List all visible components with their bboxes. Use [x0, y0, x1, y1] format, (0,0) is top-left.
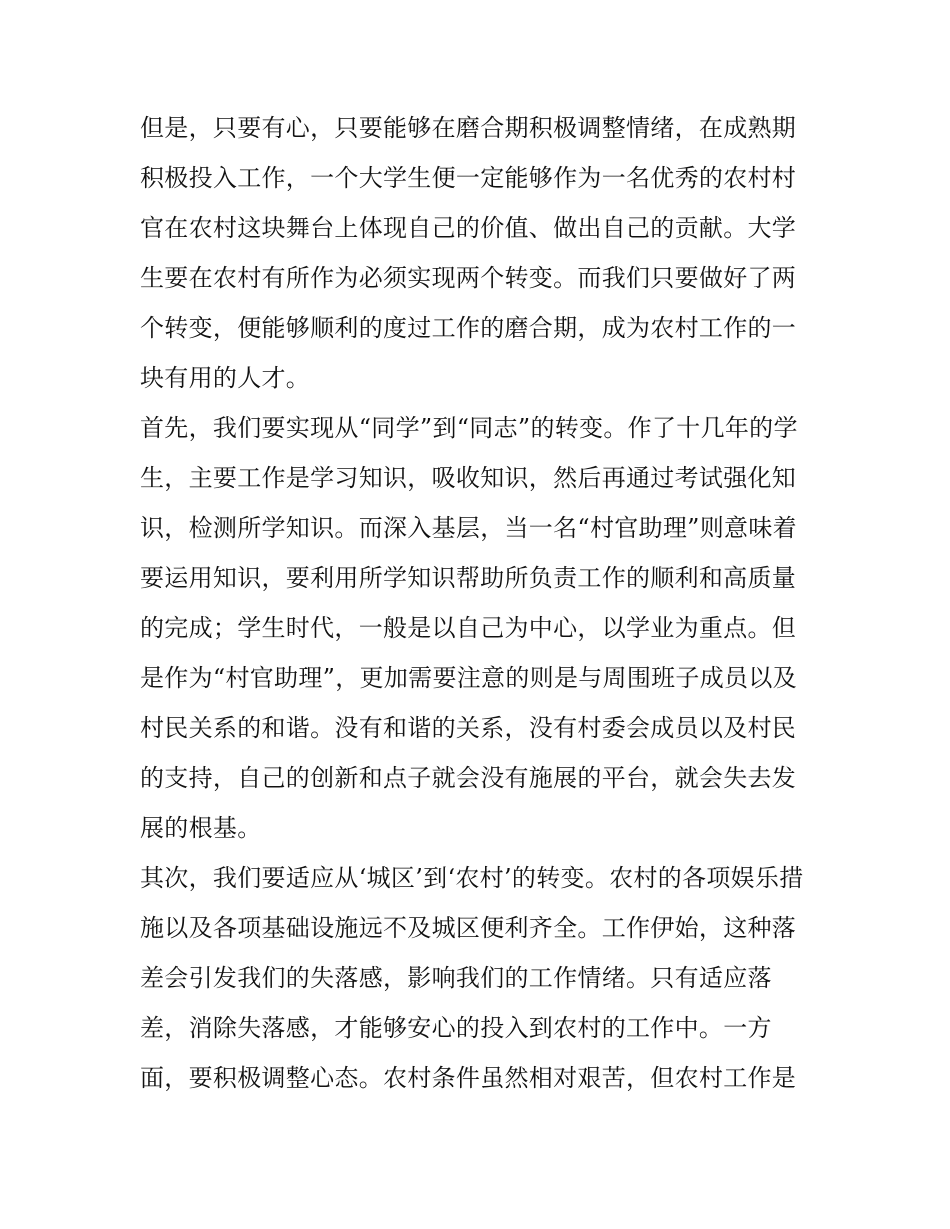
text-line: 积极投入工作，一个大学生便一定能够作为一名优秀的农村村: [140, 164, 797, 192]
text-line: 官在农村这块舞台上体现自己的价值、做出自己的贡献。大学: [140, 214, 797, 242]
text-line: 但是，只要有心，只要能够在磨合期积极调整情绪，在成熟期: [140, 114, 797, 142]
text-line: 块有用的人才。: [140, 364, 311, 392]
text-line: 是作为“村官助理”，更加需要注意的则是与周围班子成员以及: [140, 664, 797, 692]
text-line: 施以及各项基础设施远不及城区便利齐全。工作伊始，这种落: [140, 914, 797, 942]
text-line: 村民关系的和谐。没有和谐的关系，没有村委会成员以及村民: [140, 714, 797, 742]
text-line: 生要在农村有所作为必须实现两个转变。而我们只要做好了两: [140, 264, 797, 292]
text-line: 生，主要工作是学习知识，吸收知识，然后再通过考试强化知: [140, 464, 797, 492]
text-line: 的完成；学生时代，一般是以自己为中心，以学业为重点。但: [140, 614, 797, 642]
text-line: 其次，我们要适应从‘城区’到‘农村’的转变。农村的各项娱乐措: [140, 864, 804, 892]
text-line: 识，检测所学知识。而深入基层，当一名“村官助理”则意味着: [140, 514, 797, 542]
text-line: 面，要积极调整心态。农村条件虽然相对艰苦，但农村工作是: [140, 1064, 797, 1092]
text-line: 要运用知识，要利用所学知识帮助所负责工作的顺利和高质量: [140, 564, 797, 592]
text-line: 差，消除失落感，才能够安心的投入到农村的工作中。一方: [140, 1014, 772, 1042]
text-line: 个转变，便能够顺利的度过工作的磨合期，成为农村工作的一: [140, 314, 797, 342]
text-line: 首先，我们要实现从“同学”到“同志”的转变。作了十几年的学: [140, 414, 798, 442]
text-line: 的支持，自己的创新和点子就会没有施展的平台，就会失去发: [140, 764, 797, 792]
text-line: 展的根基。: [140, 814, 262, 842]
text-line: 差会引发我们的失落感，影响我们的工作情绪。只有适应落: [140, 964, 772, 992]
